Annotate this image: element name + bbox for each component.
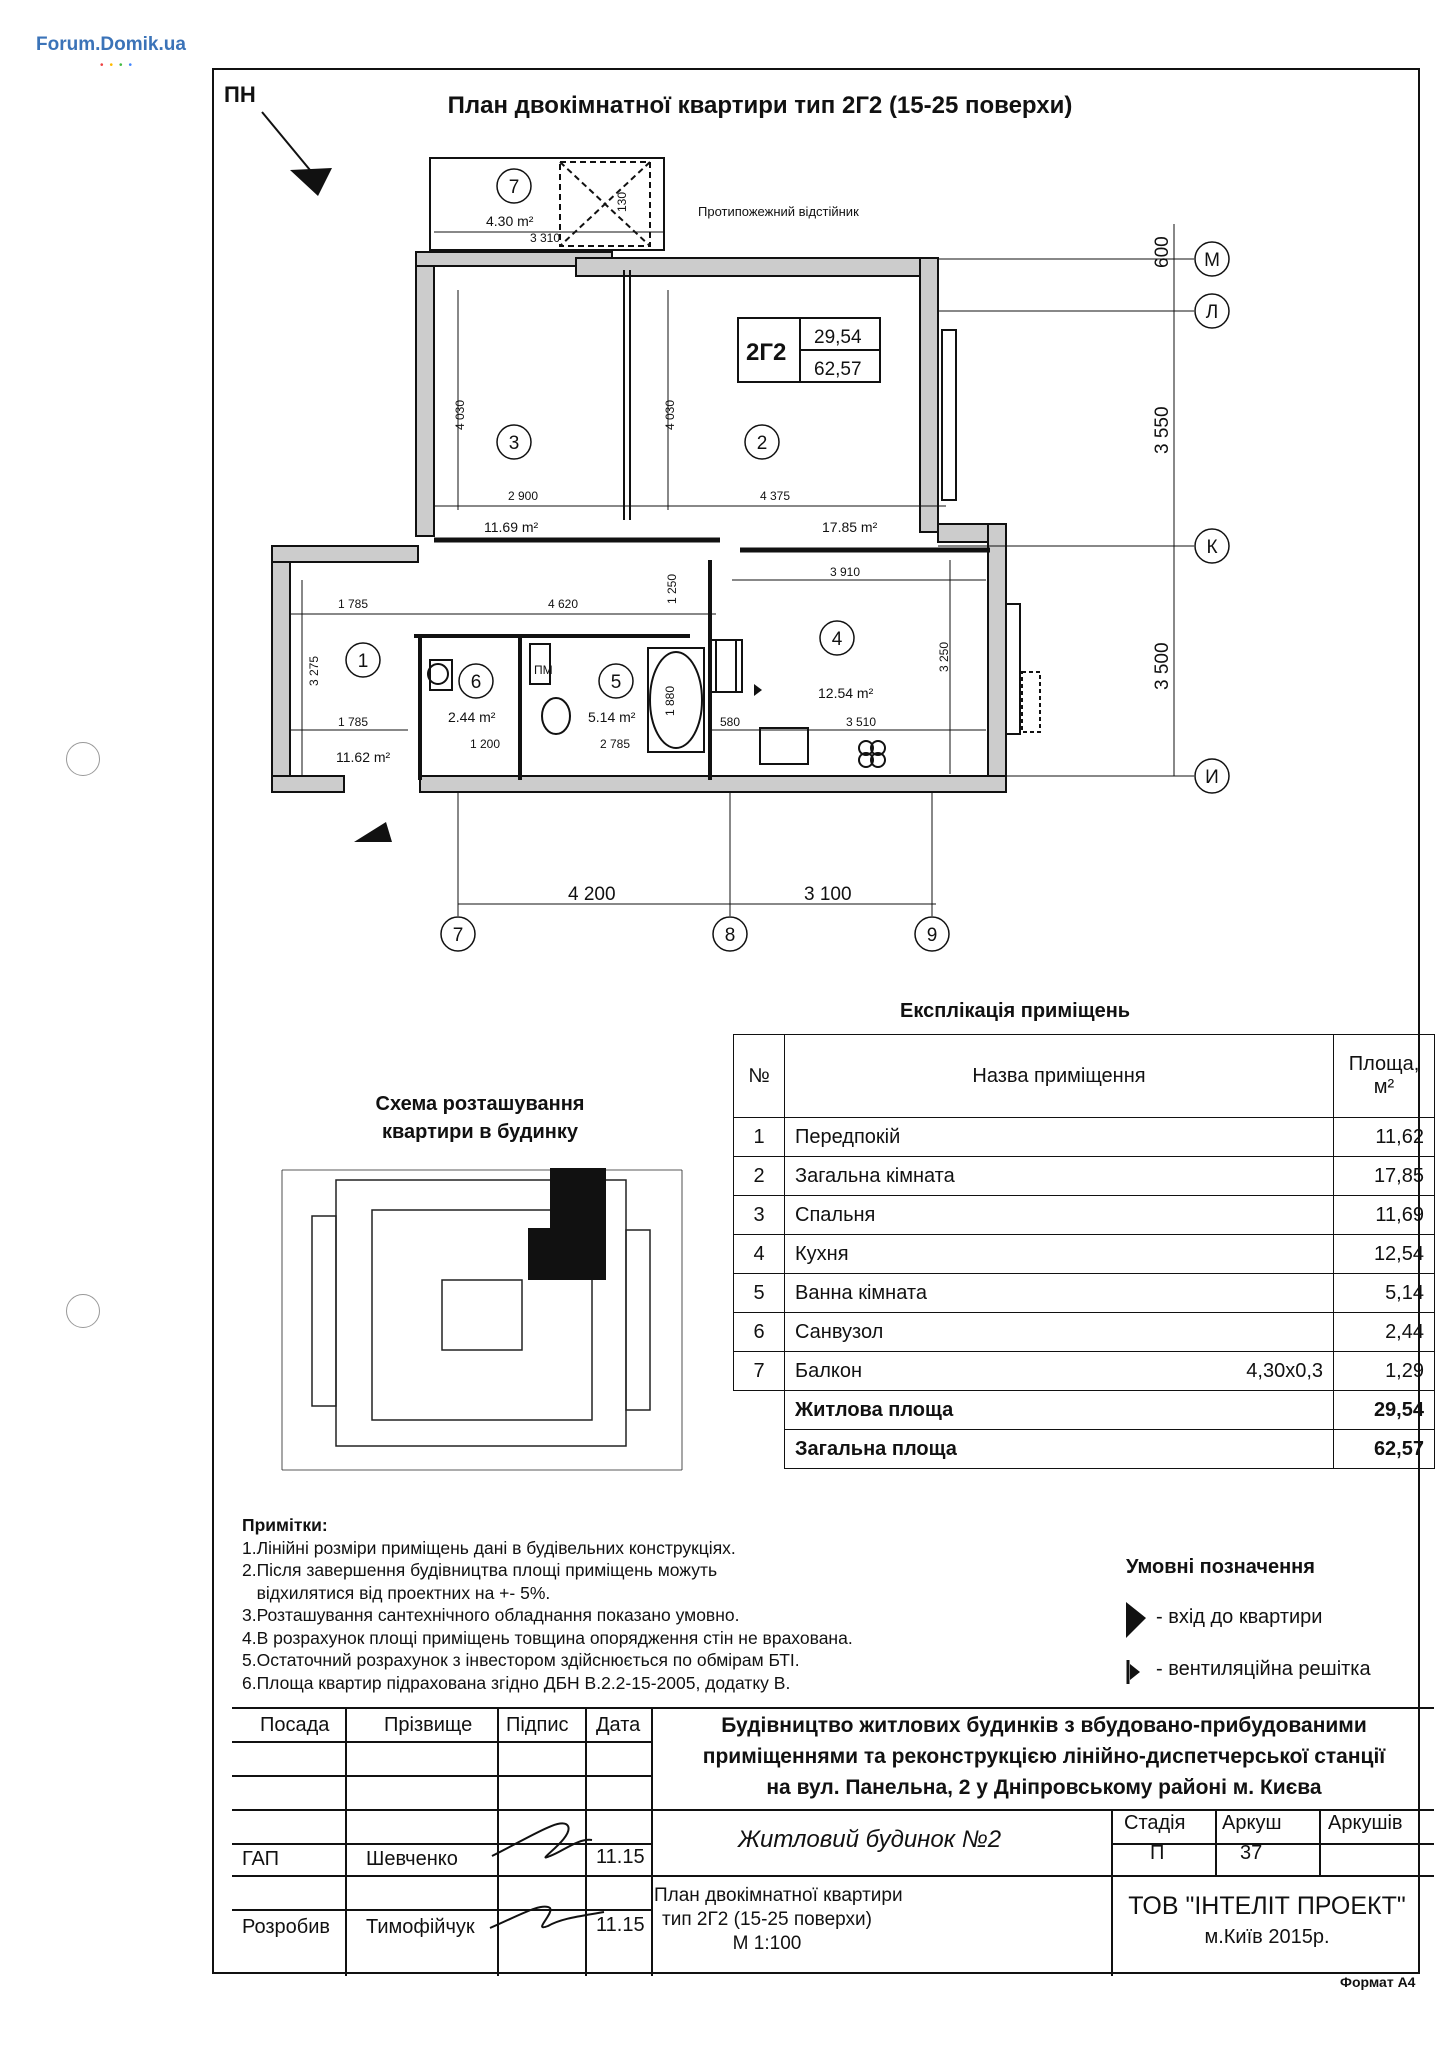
sheets-label: Аркушів (1328, 1812, 1403, 1834)
dim: 4 375 (760, 489, 791, 503)
apt-total: 62,57 (814, 359, 862, 380)
north-arrow-icon (262, 112, 332, 196)
scheme-title: Схема розташування квартири в будинку (375, 1093, 585, 1143)
room-area: 5.14 m² (588, 709, 636, 725)
table-row: 3 Спальня 11,69 (734, 1196, 1435, 1235)
explication-title: Експлікація приміщень (900, 1000, 1131, 1022)
dim: 1 785 (338, 715, 369, 729)
role-gap: ГАП (242, 1848, 279, 1870)
stage-value: П (1150, 1842, 1165, 1864)
north-label: ПН (224, 82, 256, 107)
room-number: 2 (756, 433, 768, 454)
dim: 3 250 (937, 641, 951, 672)
dim: 4 030 (663, 399, 677, 430)
stamp-col-surname: Прізвище (384, 1714, 473, 1736)
room-area: 17.85 m² (822, 519, 878, 535)
dim: 3 100 (804, 884, 852, 905)
table-row: 7 Балкон 4,30х0,3 1,29 (734, 1352, 1435, 1391)
legend-vent: - вентиляційна решітка (1156, 1658, 1371, 1680)
room-number: 6 (470, 672, 482, 693)
sheet-label: Аркуш (1222, 1812, 1282, 1834)
explication-table (733, 1034, 1435, 1469)
dim: 1 200 (470, 737, 501, 751)
apt-living: 29,54 (814, 327, 862, 348)
col-num: № (734, 1035, 785, 1118)
room-number: 7 (508, 177, 520, 198)
dim: ПМ (534, 663, 553, 677)
axis-label: 7 (452, 925, 464, 946)
table-row: 1 Передпокій 11,62 (734, 1118, 1435, 1157)
dim: 600 (1152, 236, 1173, 268)
axis-label: И (1205, 767, 1219, 788)
axis-label: 9 (926, 925, 938, 946)
axis-label: Л (1205, 302, 1219, 323)
role-dev: Розробив (242, 1916, 331, 1938)
watermark: Forum.Domik.ua (36, 34, 186, 55)
room-number: 1 (357, 651, 369, 672)
axis-label: К (1206, 537, 1218, 558)
vent-icon (1124, 1658, 1148, 1686)
stamp-col-position: Посада (260, 1714, 330, 1736)
notes: Примітки: 1.Лінійні розміри приміщень дані в будівельних конструкціях. 2.Після завершення будівництва площі приміщень можуть відхилятися від проектних на +- 5%. 3.Розташування сантехнічного обладнання показано умовно. 4.В розрахунок площі приміщень товщина опорядження стін не врахована. 5.Остаточний розрахунок з інвестором здійснюється по обмірам БТІ. 6.Площа квартир підрахована згідно ДБН В.2.2-15-2005, додатку В. (242, 1515, 853, 1693)
company: ТОВ "ІНТЕЛІТ ПРОЕКТ" (1128, 1892, 1406, 1920)
format-label: Формат А4 (1340, 1974, 1416, 1990)
stamp-col-date: Дата (596, 1714, 641, 1736)
table-row-total: Загальна площа 62,57 (734, 1430, 1435, 1469)
dim: 3 500 (1152, 642, 1173, 690)
city-year: м.Київ 2015р. (1204, 1926, 1330, 1948)
project-name: Будівництво житлових будинків з вбудовано-прибудованими приміщеннями та реконструкцією лінійно-диспетчерської станції на вул. Панельна, 2 у Дніпровському районі м. Києва (702, 1714, 1386, 1799)
dim: 1 880 (663, 685, 677, 716)
building-scheme (272, 1150, 692, 1490)
punch-hole (66, 1294, 100, 1328)
legend-title: Умовні позначення (1126, 1556, 1315, 1578)
apt-type: 2Г2 (746, 339, 787, 366)
name-gap: Шевченко (366, 1848, 458, 1870)
table-row-living: Житлова площа 29,54 (734, 1391, 1435, 1430)
dim: 3 550 (1152, 406, 1173, 454)
room-area: 4.30 m² (486, 213, 534, 229)
floor-plan (0, 0, 1448, 1000)
dim: 3 910 (830, 565, 861, 579)
dim: 3 275 (307, 655, 321, 686)
dim: 580 (720, 715, 741, 729)
date-dev: 11.15 (596, 1914, 645, 1936)
room-area: 2.44 m² (448, 709, 496, 725)
dim: 3 310 (530, 231, 561, 245)
stage-label: Стадія (1124, 1812, 1186, 1834)
table-row: 6 Санвузол 2,44 (734, 1313, 1435, 1352)
table-row: 2 Загальна кімната 17,85 (734, 1157, 1435, 1196)
sheet-value: 37 (1240, 1842, 1263, 1864)
room-number: 3 (508, 433, 520, 454)
watermark-dots: •••• (100, 60, 139, 71)
building-name: Житловий будинок №2 (738, 1826, 1002, 1853)
sheet-title: План двокімнатної квартири тип 2Г2 (15-25 поверхи) М 1:100 (654, 1885, 903, 1954)
dim: 4 620 (548, 597, 579, 611)
col-name: Назва приміщення (785, 1035, 1334, 1118)
fire-note: Протипожежний відстійник (698, 204, 859, 219)
dim: 130 (615, 191, 629, 212)
dim: 3 510 (846, 715, 877, 729)
dim: 1 785 (338, 597, 369, 611)
stamp-col-sign: Підпис (506, 1714, 569, 1736)
entry-icon (1124, 1600, 1148, 1640)
table-row: 5 Ванна кімната 5,14 (734, 1274, 1435, 1313)
dim: 2 900 (508, 489, 539, 503)
vent-marker-icon (754, 684, 762, 696)
table-row: 4 Кухня 12,54 (734, 1235, 1435, 1274)
room-area: 12.54 m² (818, 685, 874, 701)
date-gap: 11.15 (596, 1846, 645, 1868)
legend-entry: - вхід до квартири (1156, 1606, 1323, 1628)
room-area: 11.69 m² (484, 519, 539, 535)
name-dev: Тимофійчук (366, 1916, 475, 1938)
entry-marker-icon (354, 822, 392, 842)
axis-label: 8 (724, 925, 736, 946)
dim: 4 030 (453, 399, 467, 430)
dim: 1 250 (665, 573, 679, 604)
dim: 4 200 (568, 884, 616, 905)
axis-label: М (1204, 250, 1220, 271)
room-area: 11.62 m² (336, 749, 391, 765)
page-title: План двокімнатної квартири тип 2Г2 (15-25 поверхи) (447, 92, 1073, 119)
dim: 2 785 (600, 737, 631, 751)
room-number: 5 (610, 672, 622, 693)
col-area: Площа, м² (1334, 1035, 1435, 1118)
room-number: 4 (831, 629, 843, 650)
